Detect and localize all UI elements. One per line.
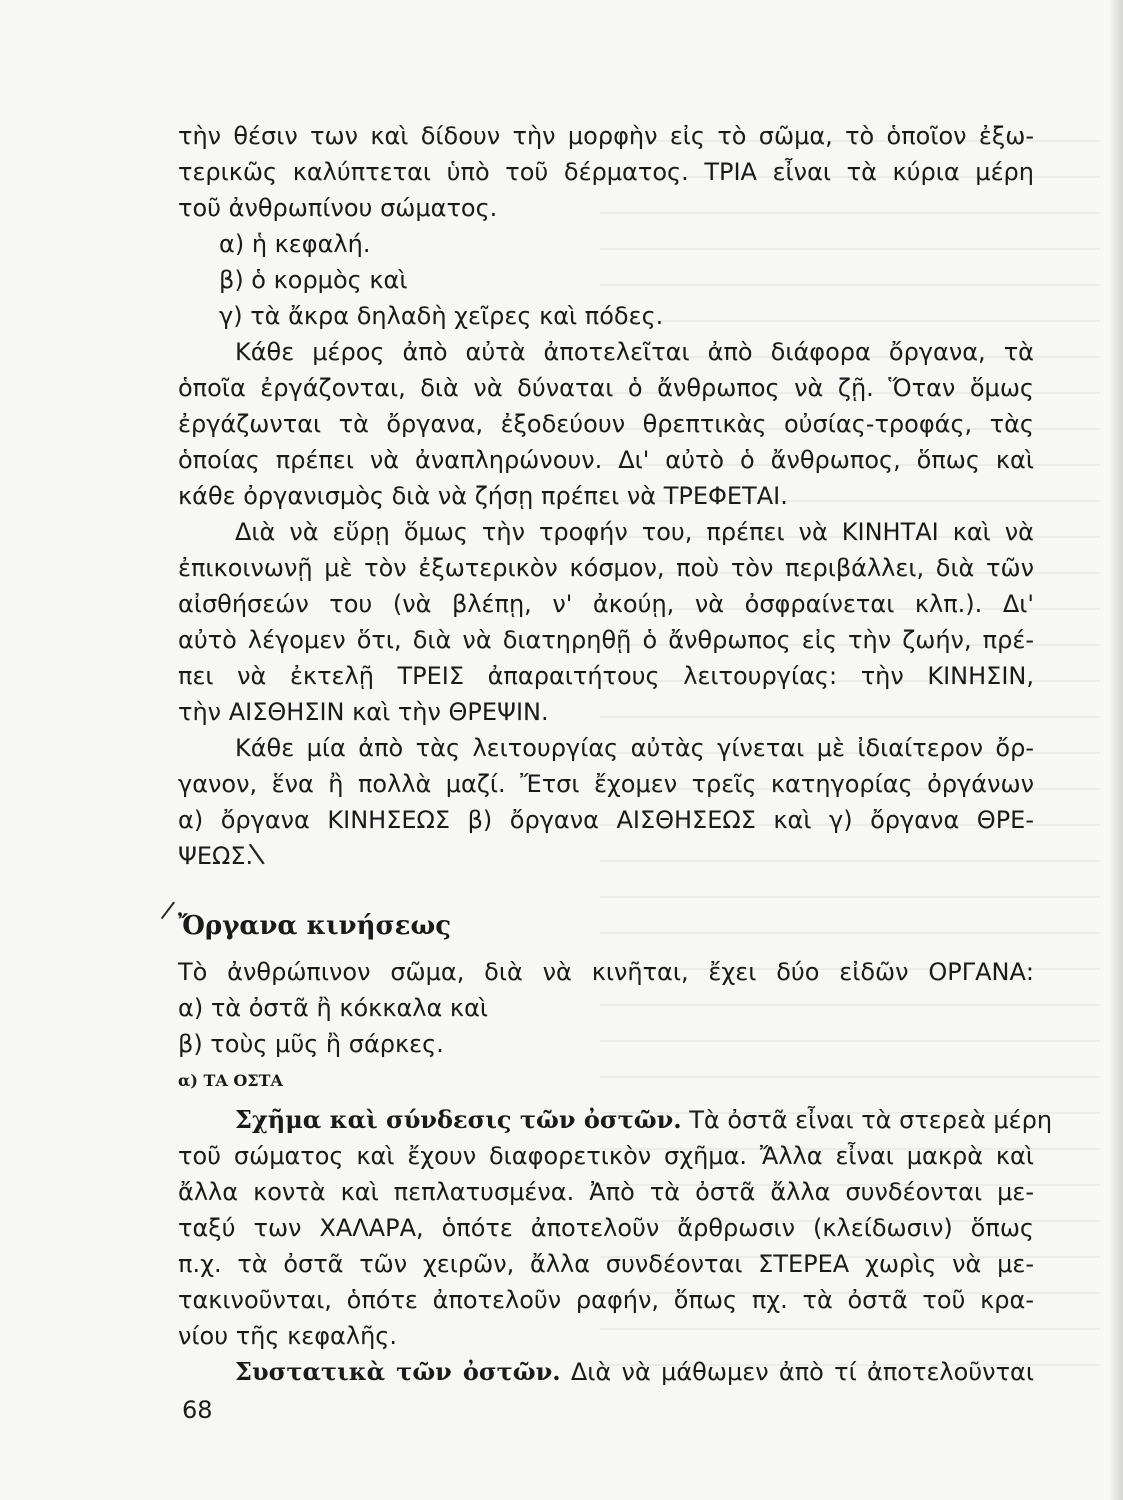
section-heading bbox=[159, 895, 1034, 944]
text-line bbox=[178, 1102, 1053, 1138]
text-line: Κάθε μέρος ἀπὸ αὐτὰ ἀποτελεῖται ἀπὸ διάφορα ὄργανα, τὰ bbox=[235, 338, 1034, 366]
text-line-content: Τὰ ὀστᾶ εἶναι τὰ στερεὰ μέρη bbox=[681, 1106, 1053, 1134]
text-line: τοῦ ἀνθρωπίνου σώματος. bbox=[178, 194, 498, 222]
pencil-mark-icon: / bbox=[159, 895, 177, 925]
paragraph-lead: Σχῆμα καὶ σύνδεσις τῶν ὀστῶν. bbox=[235, 1105, 682, 1134]
pencil-mark-icon: \ bbox=[246, 836, 267, 871]
page-number: 68 bbox=[182, 1396, 213, 1424]
text-line: αὐτὸ λέγομεν ὅτι, διὰ νὰ διατηρηθῇ ὁ ἄνθρωπος εἰς τὴν ζωήν, πρέ- bbox=[178, 626, 1034, 654]
list-item: γ) τὰ ἄκρα δηλαδὴ χεῖρες καὶ πόδες. bbox=[219, 302, 664, 330]
text-line: π.χ. τὰ ὀστᾶ τῶν χειρῶν, ἄλλα συνδέονται ΣΤΕΡΕΑ χωρὶς νὰ με- bbox=[178, 1250, 1034, 1278]
text-line bbox=[178, 838, 1034, 874]
paragraph-3 bbox=[178, 514, 1034, 730]
text-line: γανον, ἕνα ἢ πολλὰ μαζί. Ἔτσι ἔχομεν τρεῖς κατηγορίας ὀργάνων bbox=[178, 770, 1034, 798]
text-line: ὁποίας πρέπει νὰ ἀναπληρώνουν. Δι' αὐτὸ ὁ ἄνθρωπος, ὅπως καὶ bbox=[178, 446, 1034, 474]
text-line bbox=[178, 1354, 1034, 1390]
text-line: ἐργάζωνται τὰ ὄργανα, ἐξοδεύουν θρεπτικὰς οὐσίας-τροφάς, τὰς bbox=[178, 410, 1034, 438]
text-line-content: ΨΕΩΣ. bbox=[178, 842, 254, 870]
text-line: τὴν ΑΙΣΘΗΣΙΝ καὶ τὴν ΘΡΕΨΙΝ. bbox=[178, 698, 549, 726]
text-line-content: Διὰ νὰ μάθωμεν ἀπὸ τί ἀποτελοῦνται bbox=[560, 1358, 1034, 1386]
list-item: α) τὰ ὀστᾶ ἢ κόκκαλα καὶ bbox=[178, 994, 489, 1022]
text-line: ἐπικοινωνῇ μὲ τὸν ἐξωτερικὸν κόσμον, ποὺ τὸν περιβάλλει, διὰ τῶν bbox=[178, 554, 1034, 582]
list-item: β) ὁ κορμὸς καὶ bbox=[219, 266, 408, 294]
parts-list bbox=[178, 226, 1034, 334]
paragraph-7 bbox=[178, 1354, 1034, 1390]
text-line: ὁποῖα ἐργάζονται, διὰ νὰ δύναται ὁ ἄνθρωπος νὰ ζῇ. Ὅταν ὅμως bbox=[178, 374, 1034, 402]
page-edge-shadow bbox=[1109, 0, 1123, 1500]
subsection-heading: α) ΤΑ ΟΣΤΑ bbox=[178, 1071, 283, 1090]
paragraph-4 bbox=[178, 730, 1034, 874]
text-line: τακινοῦνται, ὁπότε ἀποτελοῦν ραφήν, ὅπως πχ. τὰ ὀστᾶ τοῦ κρα- bbox=[178, 1286, 1034, 1314]
text-line: τοῦ σώματος καὶ ἔχουν διαφορετικὸν σχῆμα. Ἄλλα εἶναι μακρὰ καὶ bbox=[178, 1142, 1034, 1170]
organs-list bbox=[178, 990, 1034, 1062]
paragraph-5: Τὸ ἀνθρώπινον σῶμα, διὰ νὰ κινῆται, ἔχει δύο εἰδῶν ΟΡΓΑΝΑ: bbox=[178, 958, 1034, 986]
text-line: Κάθε μία ἀπὸ τὰς λειτουργίας αὐτὰς γίνεται μὲ ἰδιαίτερον ὄρ- bbox=[235, 734, 1034, 762]
text-line: ἄλλα κοντὰ καὶ πεπλατυσμένα. Ἀπὸ τὰ ὀστᾶ ἄλλα συνδέονται με- bbox=[178, 1178, 1034, 1206]
text-line: ταξύ των ΧΑΛΑΡΑ, ὁπότε ἀποτελοῦν ἄρθρωσιν (κλείδωσιν) ὅπως bbox=[178, 1214, 1034, 1242]
list-item: α) ἡ κεφαλή. bbox=[219, 230, 371, 258]
text-line: α) ὄργανα ΚΙΝΗΣΕΩΣ β) ὄργανα ΑΙΣΘΗΣΕΩΣ καὶ γ) ὄργανα ΘΡΕ- bbox=[178, 806, 1034, 834]
section-heading-text: Ὄργανα κινήσεως bbox=[178, 911, 452, 941]
text-line: τὴν θέσιν των καὶ δίδουν τὴν μορφὴν εἰς τὸ σῶμα, τὸ ὁποῖον ἐξω- bbox=[178, 122, 1034, 150]
list-item: β) τοὺς μῦς ἢ σάρκες. bbox=[178, 1030, 444, 1058]
text-line: νίου τῆς κεφαλῆς. bbox=[178, 1322, 397, 1350]
text-line: Διὰ νὰ εὕρῃ ὅμως τὴν τροφήν του, πρέπει νὰ ΚΙΝΗΤΑΙ καὶ νὰ bbox=[235, 518, 1034, 546]
paragraph-1 bbox=[178, 118, 1034, 226]
page-text bbox=[159, 118, 1053, 1390]
paragraph-6 bbox=[178, 1102, 1053, 1354]
text-line: αἰσθήσεών του (νὰ βλέπῃ, ν' ἀκούῃ, νὰ ὀσφραίνεται κλπ.). Δι' bbox=[178, 590, 1034, 618]
paragraph-2 bbox=[178, 334, 1034, 514]
text-line: τερικῶς καλύπτεται ὑπὸ τοῦ δέρματος. ΤΡΙΑ εἶναι τὰ κύρια μέρη bbox=[178, 158, 1034, 186]
paragraph-lead: Συστατικὰ τῶν ὀστῶν. bbox=[235, 1357, 561, 1386]
text-line: κάθε ὀργανισμὸς διὰ νὰ ζήσῃ πρέπει νὰ ΤΡΕΦΕΤΑΙ. bbox=[178, 482, 788, 510]
text-line: πει νὰ ἐκτελῇ ΤΡΕΙΣ ἀπαραιτήτους λειτουργίας: τὴν ΚΙΝΗΣΙΝ, bbox=[178, 662, 1034, 690]
